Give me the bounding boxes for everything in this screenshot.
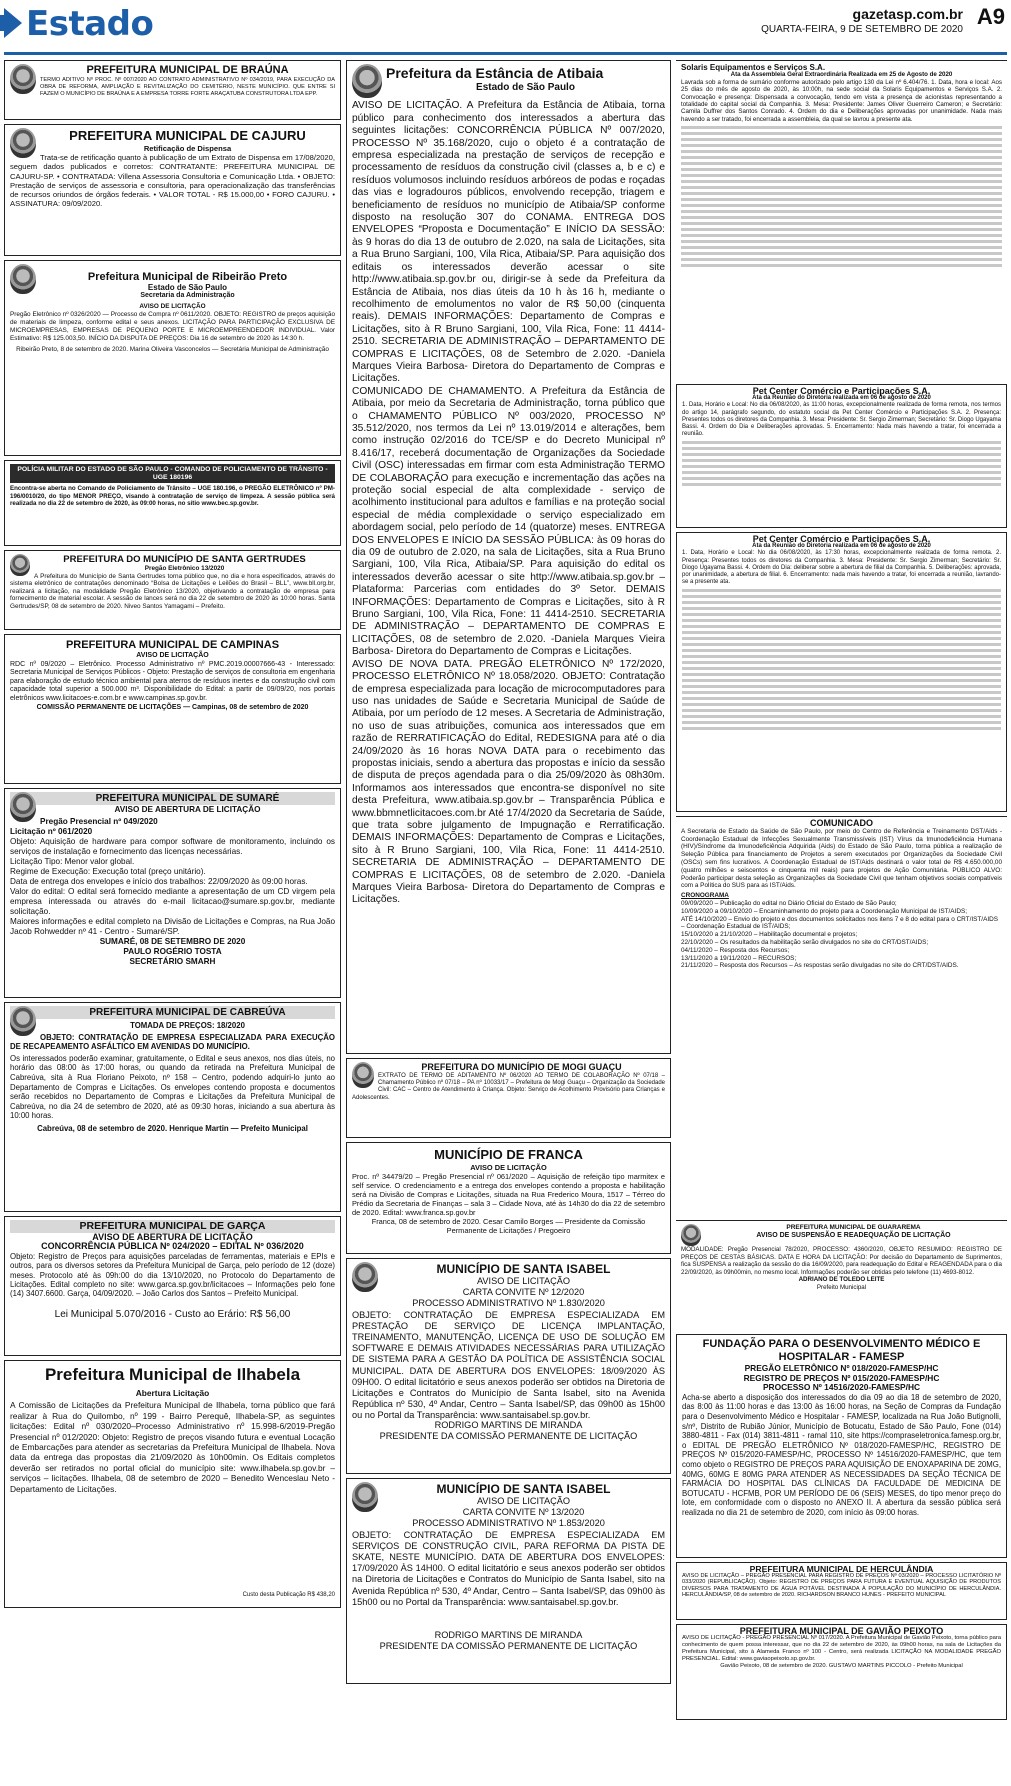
notice-heading: AVISO DE ABERTURA DE LICITAÇÃO (92, 1232, 253, 1242)
cronograma-item: 15/10/2020 a 21/10/2020 – Habilitação documental e projetos; (681, 931, 858, 939)
famesp-pregao: PREGÃO ELETRÔNICO Nº 018/2020-FAMESP/HC (744, 1363, 939, 1373)
notice-pet-center-1 (676, 384, 1007, 528)
notice-title: PREFEITURA MUNICIPAL DE BRAÚNA (86, 64, 289, 76)
cronograma-item: 04/11/2020 – Resposta dos Recursos; (681, 946, 790, 954)
column-left (4, 60, 341, 1780)
notice-heading: AVISO DE LICITAÇÃO (136, 652, 209, 659)
notice-body: Encontra-se aberta no Comando de Policiamento de Trânsito – UGE 180.196, o PREGÃO ELETRÔNICO nº PM-196/0010/20, do tipo MENOR PREÇO, visando à contratação de serviço de limpeza. A sessão pública será realizada no dia 22 de setembro de 2020, às 09:00 horas, no sítio www.bec.sp.gov.br. (10, 485, 335, 508)
cronograma-item: 22/10/2020 – Os resultados da habilitação serão divulgados no site do CRT/DST/AIDS; (681, 938, 929, 946)
notice-herculandia (676, 1562, 1007, 1620)
sumare-line-6: Valor do edital: O edital será fornecido mediante a apresentação de um CD virgem pela empresa interessada ou através do e-mail licitacao@sumare.sp.gov.br, mediante solicitação. (10, 887, 335, 916)
notice-filler-text (681, 123, 1002, 270)
column-center (346, 60, 671, 1780)
coat-of-arms-icon (10, 128, 36, 158)
notice-body: AVISO DE LICITAÇÃO - PREGÃO PRESENCIAL Nº 017/2020. A Prefeitura Municipal de Gavião Peixoto, torna público para conhecimento de quem possa interessar, que no dia 22 de setembro de 2020, às 09h00 horas, na sala de Licitações da Prefeitura Municipal, sito à Alameda Franco nº 100 - Centro, será realizada LICITAÇÃO NA MODALIDADE PREGÃO PRESENCIAL. Edital: www.gaviaopeixoto.sp.gov.br. (682, 1635, 1001, 1662)
notice-filler-text (682, 438, 1001, 489)
notice-body: MODALIDADE: Pregão Presencial 78/2020, PROCESSO: 4360/2020, OBJETO RESUMIDO: REGISTRO DE PREÇOS DE CESTAS BÁSICAS. DATA E HORA DA LICITAÇÃO: Por decisão do Departamento de Suprimentos, fica SUSPENSA a realização da sessão do dia 16/09/2020, para readequação do Edital e REAGENDADA para o dia 22/09/2020, às 09h00min, no mesmo local. Informações poderão ser obtidas pelo telefone (11) 4693-8012. (681, 1246, 1002, 1276)
notice-subtitle: AVISO DE SUSPENSÃO E READEQUAÇÃO DE LICITAÇÃO (756, 1231, 951, 1239)
notice-role: Prefeito Municipal (816, 1283, 867, 1291)
cronograma-heading: CRONOGRAMA (681, 892, 729, 900)
notice-carta: CARTA CONVITE Nº 12/2020 (462, 1287, 585, 1298)
notice-mogi-guacu (346, 1058, 671, 1138)
cronograma-item: 13/11/2020 a 19/11/2020 – RECURSOS; (681, 954, 797, 962)
notice-body: Trata-se de retificação quanto à publicação de um Extrato de Dispensa em 17/08/2020, seguem dados publicados e corretos: CONTRATANTE: PREFEITURA MUNICIPAL DE CAJURU-SP. • CONTRATADA: Villena Assessoria Consultoria e Comunicação Ltda. • OBJETO: Prestação de serviços de assessoria e consultoria, para operacionalização das transferências de recursos oriundos de órgãos federais. • VALOR TOTAL - R$ 15.000,00 • FORO CAJURU. • ASSINATURA: 09/09/2020. (10, 153, 335, 209)
atibaia-chamamento: COMUNICADO DE CHAMAMENTO. A Prefeitura da Estância de Atibaia, por meio da Secretaria de Administração, torna público que o CHAMAMENTO PÚBLICO Nº 003/2020, PROCESSO Nº 35.512/2020, nos termos da Lei nº 13.019/2014 e alterações, bem como instrução 02/2016 do TCE/SP e do Decreto Municipal nº 8.416/17, receberá documentação de Organizações da Sociedade Civil (OSC) interessadas em firmar com esta Administração TERMO DE COLABORAÇÃO para execução e incrementação das ações na proteção social especial de alta complexidade - serviço de acolhimento institucional para adultos e famílias e na proteção social especial de média complexidade o serviço especializado em abordagem social, pelo período de 14 (quatorze) meses. ENTREGA DOS ENVELOPES E INÍCIO DA SESSÃO PÚBLICA: às 09 horas do dia 09 de outubro de 2.020, na sala de Licitações, sita a Rua Bruno Sargiani, 100, Vila Rica, Atibaia/SP. Para aquisição do edital os interessados deverão acessar o site http://www.atibaia.sp.gov.br – Plataforma: Parcerias com entidades do 3º Setor. DEMAIS INFORMAÇÕES: Departamento de Compras e Licitações, sito à R Bruno Sargiani, 100, Vila Rica, Fone: 11 4414-2510. SECRETARIA DE ADMINISTRAÇÃO – DEPARTAMENTO DE COMPRAS E LICITAÇÕES, 08 de setembro de 2.020. -Daniela Marques Vieira Barbosa- Diretora do Departamento de Compras e Licitações. (352, 385, 665, 658)
sumare-line-1: Licitação nº 061/2020 (10, 827, 93, 836)
notice-title: MUNICÍPIO DE SANTA ISABEL (436, 1262, 611, 1276)
notice-subtitle-2: Secretaria da Administração (140, 292, 235, 299)
atibaia-concorrencia: AVISO DE LICITAÇÃO. A Prefeitura da Estância de Atibaia, torna público para conhecimento dos interessados a abertura das seguintes licitações: CONCORRÊNCIA PÚBLICA Nº 007/2020, PROCESSO Nº 35.168/2020, cujo o objeto é a contratação de empresa especializada na prestação de serviços de recepção e processamento de resíduos da construção civil (classes a, b e c) e resíduos volumosos incluindo resíduos arbóreos de podas e roçadas das vias e logradouros públicos, envolvendo recepção, triagem e beneficiamento de resíduos no município de Atibaia/SP conforme disposto na resolução 307 do CONAMA. ENTREGA DOS ENVELOPES “Proposta e Documentação” E INÍCIO DA SESSÃO: às 9 horas do dia 13 de outubro de 2.020, na sala de Licitações, sita a Rua Bruno Sargiani, 100, Vila Rica, Atibaia/SP. Para aquisição dos editais os interessados deverão acessar o site http://www.atibaia.sp.gov.br ou, dirigir-se à sede da Prefeitura da Estância de Atibaia, nos dias úteis da 10 h às 16 h, mediante o recolhimento de emolumentos no valor de R$ 50,00 (cinquenta reais). DEMAIS INFORMAÇÕES: Departamento de Compras e Licitações, sito à R Bruno Sargiani, 100, Vila Rica, Fone: 11 4414-2510. SECRETARIA DE ADMINISTRAÇÃO – DEPARTAMENTO DE COMPRAS E LICITAÇÕES, 08 de Setembro de 2.020. -Daniela Marques Vieira Barbosa- Diretora do Departamento de Compras e Licitações. (352, 100, 665, 385)
coat-of-arms-icon (10, 1006, 36, 1036)
notice-body: AVISO DE LICITAÇÃO – PREGÃO PRESENCIAL PARA REGISTRO DE PREÇOS Nº 03/2020 – PROCESSO LICITATÓRIO Nº 033/2020 (REPUBLICAÇÃO). Objeto: REGISTRO DE PREÇOS PARA FUTURA E EVENTUAL AQUISIÇÃO DE PRODUTOS DIVERSOS PARA TRATAMENTO DE ÁGUA POTÁVEL DESTINADA À POPULAÇÃO DO MUNICÍPIO DE HERCULÂNDIA. HERCULÂNDIA/SP, 08 de setembro de 2020. RICHARDSON BRANCO HUNES - PREFEITO MUNICIPAL (682, 1572, 1001, 1599)
coat-of-arms-icon (10, 792, 36, 822)
notice-gaviao-peixoto (676, 1624, 1007, 1720)
notice-santa-isabel-1 (346, 1258, 671, 1474)
notice-title: Pet Center Comércio e Participações S.A. (752, 386, 931, 396)
notice-atibaia (346, 60, 671, 1054)
coat-of-arms-icon (352, 64, 382, 98)
notice-heading: AVISO DE LICITAÇÃO (139, 303, 206, 310)
coat-of-arms-icon (10, 264, 36, 294)
notice-footer-3: SECRETÁRIO SMARH (129, 957, 216, 966)
notice-title: PREFEITURA DO MUNICÍPIO DE SANTA GERTRUDES (63, 554, 306, 565)
coat-of-arms-icon (352, 1062, 374, 1088)
notice-object: OBJETO: CONTRATAÇÃO DE EMPRESA ESPECIALIZADA PARA EXECUÇÃO DE RECAPEAMENTO ASFÁLTICO EM AVENIDAS DO MUNICÍPIO. (10, 1032, 335, 1052)
notice-brauna (4, 60, 341, 120)
sumare-line-3: Licitação Tipo: Menor valor global. (10, 857, 135, 866)
notice-heading: AVISO DE ABERTURA DE LICITAÇÃO (114, 805, 261, 814)
notice-title: PREFEITURA MUNICIPAL DE GARÇA (10, 1220, 335, 1233)
notice-title: Solaris Equipamentos e Serviços S.A. (681, 63, 826, 72)
notice-body: A Secretaria de Estado da Saúde de São Paulo, por meio do Centro de Referência e Treinamento DST/Aids - Coordenação Estadual de Infecções Sexualmente Transmissíveis (IST) Vírus da Imunodeficiência Humana (HIV)/Síndrome da Imunodeficiência Adquirida (Aids) do Estado de São Paulo, torna pública a realização de Seleção Pública para financiamento de Projetos a serem executados por Organizações da Sociedade Civil (OSCs) sem fins lucrativos. A Coordenação Estadual de IST/Aids destinará o valor total de R$ 4.650.000,00 (quatro milhões e seiscentos e cinquenta mil reais) para projetos de Ação Comunitária. PÚBLICO ALVO: Poderão participar desta seleção as Organizações da Sociedade Civil que tenham objetivos sociais compatíveis com a Política do SUS para as IST/Aids. (681, 827, 1002, 890)
notice-body: OBJETO: CONTRATAÇÃO DE EMPRESA ESPECIALIZADA EM SERVIÇOS DE CONSTRUÇÃO CIVIL, PARA REFORMA DA PISTA DE SKATE, NESTE MUNICÍPIO. DATA DE ABERTURA DOS ENVELOPES: 17/09/2020 ÀS 14H00. O edital licitatório e seus anexos poderão ser obtidos na Diretoria de Licitações e Contratos do Município de Santa Isabel, sito na Avenida República nº 530, 4º Andar, Centro – Santa Isabel/SP, das 09h00 às 15h00 ou no Portal da Transparência: www.santaisabel.sp.gov.br. (352, 1529, 665, 1607)
notice-law: Lei Municipal 5.070/2016 - Custo ao Erário: R$ 56,00 (54, 1308, 291, 1320)
notice-santa-isabel-2 (346, 1478, 671, 1684)
notice-body: Lavrada sob a forma de sumário conforme autorizado pelo artigo 130 da Lei nº 6.404/76. 1. Data, hora e local: Aos 25 dias do mês de agosto de 2020, às 10:00h, na sede social da Solaris Equipamentos e Serviços S.A. 2. Convocação e presença: Dispensada a convocação, tendo em vista a presença de acionistas representando a totalidade do capital social da Companhia. 3. Mesa: Presidente: James Oliver Guerreiro Cameron; e Secretário: Camila Duffrer dos Santos Conrado. 4. Ordem do dia e Deliberações aprovadas por unanimidade. Nada mais havendo a ser tratado, foi encerrada a assembleia, da qual se lavrou a presente ata. (681, 78, 1002, 123)
notice-signature: ADRIANO DE TOLEDO LEITE (798, 1276, 885, 1284)
notice-cabreuva (4, 1002, 341, 1212)
notice-subtitle: Ata da Reunião do Diretoria realizada em 06 de agosto de 2020 (752, 543, 931, 550)
notice-processo: PROCESSO ADMINISTRATIVO Nº 1.853/2020 (412, 1518, 605, 1529)
notice-title: Prefeitura Municipal de Ribeirão Preto (87, 271, 288, 283)
notice-heading: AVISO DE LICITAÇÃO (476, 1496, 571, 1506)
sumare-line-4: Regime de Execução: Execução total (preço unitário). (10, 867, 206, 876)
famesp-processo: PROCESSO Nº 14516/2020-FAMESP/HC (762, 1382, 921, 1393)
notice-body: 1. Data, Horário e Local: No dia 06/08/2020, às 17:30 horas, excepcionalmente realizada de forma remota. 2. Presença: Presentes todos os diretores da Companhia. 3. Mesa: Presidente: Sr. Sergio Zimerman; Secretário: Sr. Diogo Ugayama Bassi. 4. Ordem do Dia: deliberar sobre a abertura de filial da Companhia. 5. Deliberações: aprovada, por unanimidade, a abertura de filial. 6. Encerramento: nada mais havendo a tratar, foi encerrada a reunião, lavrando-se a presente ata. (682, 550, 1001, 586)
notice-title: COMUNICADO (810, 818, 873, 828)
notice-title: PREFEITURA MUNICIPAL DE CABREÚVA (10, 1006, 335, 1019)
notice-signature: RODRIGO MARTINS DE MIRANDA (434, 1629, 583, 1640)
coat-of-arms-icon (681, 1224, 701, 1246)
notice-title: PREFEITURA MUNICIPAL DE CAMPINAS (65, 639, 280, 651)
notice-heading: Abertura Licitação (135, 1388, 210, 1398)
notice-subtitle: Pregão Eletrônico 13/2020 (144, 565, 225, 572)
notice-franca (346, 1142, 671, 1254)
section-title: Estado (26, 4, 154, 44)
edition-date: QUARTA-FEIRA, 9 DE SETEMBRO DE 2020 (761, 24, 963, 35)
notice-ilhabela (4, 1360, 341, 1608)
notice-title: MUNICÍPIO DE SANTA ISABEL (436, 1482, 611, 1496)
notice-sumare (4, 788, 341, 998)
notice-title: Prefeitura da Estância de Atibaia (386, 65, 604, 81)
notice-body: RDC nº 09/2020 – Eletrônico. Processo Administrativo nº PMC.2019.00007666-43 - Interessado: Secretaria Municipal de Serviços Públicos - Objeto: Prestação de serviços de consultoria em engenharia para elaboração de estudo técnico ambiental para aterros de resíduos inertes e da construção civil com capacidade total superior a 500.000 m³. Disponibilidade do Edital: a partir de 09/09/20, nos portais eletrônicos www.licitacoes-e.com.br e www.campinas.sp.gov.br. (10, 660, 335, 702)
notice-policia-militar (4, 460, 341, 546)
sumare-line-7: Maiores informações e edital completo na Divisão de Licitações e Compras, na Rua João Jacob Rohwedder nº 41 - Centro - Sumaré/SP. (10, 917, 335, 936)
notice-body: Os interessados poderão examinar, gratuitamente, o Edital e seus anexos, nos dias úteis, no horário das 08:00 às 17:00 horas, ou quando da retirada na Prefeitura Municipal de Cabreúva, sita à Rua Floriano Peixoto, nº 158 – Centro, podendo adquiri-lo junto ao Departamento de Compras e Licitações. Os envelopes contendo proposta e documentos serão recebidos no Departamento de Compras e Licitações da Prefeitura Municipal de Cabreúva, no dia 24 de setembro de 2020, até as 09:30 horas, iniciando a sua abertura às 10:00 horas. (10, 1053, 335, 1121)
notice-footer: Cabreúva, 08 de setembro de 2020. Henrique Martin — Prefeito Municipal (37, 1123, 308, 1133)
notice-santa-gertrudes (4, 550, 341, 630)
notice-title: POLÍCIA MILITAR DO ESTADO DE SÃO PAULO - COMANDO DE POLICIAMENTO DE TRÂNSITO - UGE 180196 (10, 464, 335, 483)
notice-subtitle: Estado de São Paulo (147, 283, 228, 292)
notice-footer: Custo desta Publicação R$ 438,20 (242, 1592, 335, 1599)
notice-title: MUNICÍPIO DE FRANCA (434, 1147, 583, 1162)
header-rule (4, 52, 1007, 55)
notice-footer-1: SUMARÉ, 08 DE SETEMBRO DE 2020 (99, 937, 246, 946)
notice-body: A Prefeitura do Município de Santa Gertrudes torna público que, no dia e hora especificados, através do sistema eletrônico de contratações denominado “Bolsa de Licitações e Leilões do Brasil – BLL”, www.bll.org.br, realizará a licitação, na modalidade Pregão Eletrônico 13/2020, objetivando a contratação de empresa para fornecimento de material escolar. A sessão de lances será no dia 22 de setembro de 2020 às 10:00 horas. Santa Gertrudes/SP, 08 de setembro de 2020. Niveo Santos Yamagami – Prefeito. (10, 572, 335, 610)
sumare-line-0: Pregão Presencial nº 049/2020 (40, 817, 158, 826)
notice-role: PRESIDENTE DA COMISSÃO PERMANENTE DE LICITAÇÃO (379, 1640, 638, 1651)
cronograma-item: ATÉ 14/10/2020 – Envio do projeto e dos documentos solicitados nos itens 7 e 8 do edital para o CRT/IST/AIDS – Coordenação Estadual de IST/AIDS; (681, 915, 998, 931)
notice-body: Acha-se aberto a disposição dos interessados do dia 09 ao dia 18 de setembro de 2020, das 8:00 às 11:00 horas e das 13:00 às 16:00 horas, na Seção de Compras da Fundação para o Desenvolvimento Médico e Hospitalar - FAMESP, localizada na Rua João Butignolli, s/nº, Distrito de Rubião Júnior, Município de Botucatu, Estado de São Paulo, Fone (014) 3880-4811 - Fax (014) 3811-4811 - ramal 110, site https://compraseletronica.famesp.org.br, o EDITAL DE PREGÃO ELETRÔNICO Nº 018/2020-FAMESP/HC, REGISTRO DE PREÇOS Nº 015/2020-FAMESP/HC, PROCESSO Nº 14516/2020-FAMESP/HC, que tem como objeto o REGISTRO DE PREÇOS PARA AQUISIÇÃO DE ENOXAPARINA DE 20MG, 40MG, 60MG E 80MG PARA ATENDER AS NECESSIDADES DA SEÇÃO TÉCNICA DE FARMÁCIA DO HOSPITAL DAS CLÍNICAS DA FACULDADE DE MEDICINA DE BOTUCATU - HCFMB, POR UM PERÍODO DE 06 (SEIS) MESES, do tipo menor preço do lote, em conformidade com o disposto no ANEXO II. A abertura da sessão pública será realizada no dia 21 de setembro de 2020, com início às 09:00 horas. (682, 1392, 1001, 1517)
notice-ribeirao-preto (4, 260, 341, 456)
notice-footer: Franca, 08 de setembro de 2020. Cesar Camilo Borges — Presidente da Comissão Permanente de Licitações / Pregoeiro (371, 1217, 646, 1235)
coat-of-arms-icon (352, 1482, 378, 1512)
notice-title: PREFEITURA MUNICIPAL DE GUARAREMA (786, 1224, 921, 1231)
notice-comunicado (676, 816, 1007, 1216)
notice-body: OBJETO: CONTRATAÇÃO DE EMPRESA ESPECIALIZADA EM PRESTAÇÃO DE SERVIÇO DE LICENÇA IMPLANTAÇÃO, TREINAMENTO, MANUTENÇÃO, LICENÇA DE USO DE SOLUÇÃO EM SOFTWARE E DEMAIS ATIVIDADES NECESSÁRIAS PARA UTILIZAÇÃO DE SISTEMA PARA A GESTÃO DA POLÍTICA DE ASSISTÊNCIA SOCIAL MUNICIPAL. DATA DE ABERTURA DOS ENVELOPES: 18/09/2020 ÀS 09H00. O edital licitatório e seus anexos poderão ser obtidos na Diretoria de Licitações e Contratos do Município de Santa Isabel, sito na Avenida República nº 530, 4º Andar, Centro – Santa Isabel/SP, das 09h00 às 15h00 ou no Portal da Transparência: www.santaisabel.sp.gov.br. (352, 1309, 665, 1420)
notice-cajuru (4, 124, 341, 256)
site-url[interactable]: gazetasp.com.br (852, 6, 963, 22)
notice-title: PREFEITURA MUNICIPAL DE GAVIÃO PEIXOTO (739, 1626, 944, 1636)
notice-title: PREFEITURA MUNICIPAL DE HERCULÂNDIA (749, 1564, 934, 1574)
cronograma-item: 10/09/2020 a 09/10/2020 – Encaminhamento do projeto para a Coordenação Municipal de IST/AIDS; (681, 907, 967, 915)
coat-of-arms-icon (352, 1262, 378, 1292)
cronograma-item: 09/09/2020 – Publicação do edital no Diário Oficial do Estado de São Paulo; (681, 899, 897, 907)
notice-footer: COMISSÃO PERMANENTE DE LICITAÇÕES — Campinas, 08 de setembro de 2020 (36, 703, 309, 711)
notice-body: A Comissão de Licitações da Prefeitura Municipal de Ilhabela, torna público que fará realizar à Rua do Quilombo, nº 199 - Bairro Perequê, Ilhabela-SP, as seguintes licitações: Edital nº 030/2020–Processo Administrativo nº 15.998-6/2019-Pregão Presencial nº 012/2020: Objeto: Registro de preços visando futura e eventual Locação de Embarcações para atender as secretarias da Prefeitura Municipal de Ilhabela. Nova data da entrega das propostas dia 21/09/2020 às 10h00min. Os Editais completos deverão ser retirados no portal oficial do município site: www.ilhabela.sp.gov.br – serviços – licitações. Ilhabela, 08 de setembro de 2020 – Benedito Wenceslau Neto - Departamento de Licitações. (10, 1400, 335, 1494)
notice-subheading: CONCORRÊNCIA PÚBLICA Nº 024/2020 – EDITAL Nº 036/2020 (41, 1241, 304, 1252)
notice-garca (4, 1216, 341, 1356)
notice-pet-center-2 (676, 532, 1007, 812)
cronograma-item: 21/11/2020 – Resposta dos Recursos – As respostas serão divulgadas no site do CRT/DST/AIDS. (681, 962, 959, 970)
notice-body: 1. Data, Horário e Local: No dia 06/08/2020, às 11:00 horas, excepcionalmente realizada de forma remota, nos termos do artigo 14, parágrafo segundo, do estatuto social da Pet Center Comércio e Participações S.A. 2. Presença: Presentes todos os diretores da Companhia. 3. Mesa: Presidente: Sr. Sergio Zimerman; Secretário: Sr. Diogo Ugayama Bassi. 4. Ordem do Dia e Deliberações aprovadas. 5. Encerramento: Nada mais havendo a tratar, foi encerrada a reunião. (682, 402, 1001, 438)
notice-processo: PROCESSO ADMINISTRATIVO Nº 1.830/2020 (412, 1298, 605, 1309)
section-arrow-icon-head (4, 8, 22, 38)
page-number: A9 (976, 4, 1005, 29)
notice-footer-2: PAULO ROGÉRIO TOSTA (123, 947, 222, 956)
sumare-line-5: Data de entrega dos envelopes e início dos trabalhos: 22/09/2020 às 09:00 horas. (10, 877, 308, 886)
notice-title: Prefeitura Municipal de Ilhabela (44, 1365, 301, 1384)
column-right (676, 60, 1007, 1780)
notice-heading: AVISO DE LICITAÇÃO (470, 1163, 547, 1172)
notice-filler-text (682, 586, 1001, 733)
notice-famesp (676, 1334, 1007, 1558)
coat-of-arms-icon (10, 554, 30, 576)
notice-subtitle: Ata da Reunião do Diretoria realizada em 06 de agosto de 2020 (752, 395, 931, 402)
atibaia-nova-data: AVISO DE NOVA DATA. PREGÃO ELETRÔNICO Nº 172/2020, PROCESSO ELETRÔNICO Nº 18.058/2020. OBJETO: Contratação de empresa especializada para locação de microcomputadores para uso nas unidades de Saúde e Secretaria Municipal de Saúde de Atibaia, por um período de 12 meses. A Secretaria de Administração, no uso de suas atribuições, comunica aos interessados que em razão de RERRATIFICAÇÃO do Edital, REDESIGNA para até o dia 24/09/2020 às 16 horas NOVA DATA para o recebimento das propostas iniciais, sendo a abertura das propostas e início da sessão de disputa de preços agendada para o dia 25/09/2020 às 08h30m. Informamos aos interessados que encontra-se disponível no site desta Prefeitura, www.atibaia.sp.gov.br – Transparência Pública e www.bbmnetlicitacoes.com.br Até 17/4/2020 da Secretaria de Saúde, que trata sobre julgamento de Impugnação e Rerratificação. DEMAIS INFORMAÇÕES: Departamento de Compras e Licitações, sito à R Bruno Sargiani, 100, Vila Rica, Fone: 11 4414-2510. SECRETARIA DE ADMINISTRAÇÃO – DEPARTAMENTO DE COMPRAS E LICITAÇÕES, 08 de setembro de 2.020. -Daniela Marques Vieira Barbosa- Diretora do Departamento de Compras e Licitações. (352, 658, 665, 906)
notice-heading: AVISO DE LICITAÇÃO (476, 1276, 571, 1286)
notice-solaris (676, 60, 1007, 380)
notice-subtitle: Retificação de Dispensa (143, 144, 232, 153)
notice-subtitle: Estado de São Paulo (476, 82, 575, 93)
notice-title: FUNDAÇÃO PARA O DESENVOLVIMENTO MÉDICO E HOSPITALAR - FAMESP (702, 1338, 981, 1363)
notice-title: PREFEITURA DO MUNICÍPIO DE MOGI GUAÇU (421, 1062, 622, 1072)
notice-body: EXTRATO DE TERMO DE ADITAMENTO Nº 06/2020 AO TERMO DE COLABORAÇÃO Nº 07/18 – Chamamento Público nº 07/18 – PA nº 10033/17 – Prefeitura de Mogi Guaçu – Organização da Sociedade Civil: CAC – Centro de Atendimento à Criança. Objeto: Serviço de Acolhimento Provisório para Crianças e Adolescentes. (352, 1073, 665, 1101)
notice-carta: CARTA CONVITE Nº 13/2020 (462, 1507, 585, 1518)
notice-footer: Gavião Peixoto, 08 de setembro de 2020. GUSTAVO MARTINS PICCOLO - Prefeito Municipal (720, 1663, 963, 1669)
notice-subtitle: Ata da Assembleia Geral Extraordinária Realizada em 25 de Agosto de 2020 (730, 71, 953, 79)
notice-footer: Ribeirão Preto, 8 de setembro de 2020. Marina Oliveira Vasconcelos — Secretária Municipal de Administração (16, 346, 329, 353)
notice-title: PREFEITURA MUNICIPAL DE CAJURU (69, 128, 306, 143)
notice-title: Pet Center Comércio e Participações S.A. (752, 534, 931, 544)
notice-body: Pregão Eletrônico nº 0326/2020 — Processo de Compra nº 0611/2020. OBJETO: REGISTRO de preços aquisição de materiais de limpeza, conforme edital e seus anexos. LICITAÇÃO PARA PARTICIPAÇÃO EXCLUSIVA DE MICROEMPRESAS, EMPRESAS DE PEQUENO PORTE E MICROEMPREENDEDOR INDIVIDUAL. Valor Estimativo: R$ 125.003,50. INÍCIO DA DISPUTA DE PREÇOS: Dia 16 de setembro de 2020 às 14:30 h. (10, 311, 335, 342)
sumare-line-2: Objeto: Aquisição de hardware para compor software de monitoramento, incluindo os serviços de instalação e fornecimento das licenças necessárias. (10, 837, 335, 856)
coat-of-arms-icon (10, 64, 36, 94)
notice-body: TERMO ADITIVO Nº PROC. Nº 007/2020 AO CONTRATO ADMINISTRATIVO Nº 034/2019, PARA EXECUÇÃO DA OBRA DE REFORMA, AMPLIAÇÃO E REVITALIZAÇÃO DO CEMITÉRIO, NESTE MUNICÍPIO. QUE ENTRE SI FAZEM O MUNICÍPIO DE BRAÚNA E A EMPRESA TORRE FORTE ARAÇATUBA CONSTRUTORA LTDA EPP. (40, 77, 335, 97)
famesp-registro: REGISTRO DE PREÇOS Nº 015/2020-FAMESP/HC (743, 1372, 940, 1383)
notice-body: Objeto: Registro de Preços para aquisições parceladas de ferramentas, materiais e EPIs e outros, para os diversos setores da Prefeitura Municipal de Garça, pelo período de 12 (doze) meses. Protocolo até às 09h:00 do dia 13/10/2020, no Protocolo do Departamento de Licitações. Edital completo no site: www.garca.sp.gov.br/licitacoes – Informações pelo fone (14) 3407.6600. Garça, 04/09/2020. – João Carlos dos Santos – Prefeito Municipal. (10, 1251, 335, 1299)
notice-signature: RODRIGO MARTINS DE MIRANDA (434, 1419, 583, 1430)
notice-role: PRESIDENTE DA COMISSÃO PERMANENTE DE LICITAÇÃO (379, 1430, 638, 1441)
notice-heading: TOMADA DE PREÇOS: 18/2020 (130, 1021, 245, 1030)
masthead (0, 0, 1011, 58)
notice-campinas (4, 634, 341, 784)
notice-title: PREFEITURA MUNICIPAL DE SUMARÉ (10, 792, 335, 805)
notice-body: Proc. nº 34479/20 – Pregão Presencial nº 061/2020 – Aquisição de refeição tipo marmitex e self service. O credenciamento e a entrega dos envelopes contendo a proposta e habilitação será na Divisão de Compras e Licitações, situada na Rua Frederico Moura, 1517 – Térreo do Prédio da Secretaria de Finanças – sala 3 – Cidade Nova, até às 14h30 do dia 22 de setembro de 2020. Edital: www.franca.sp.gov.br (352, 1172, 665, 1217)
notice-guararema (676, 1220, 1007, 1330)
